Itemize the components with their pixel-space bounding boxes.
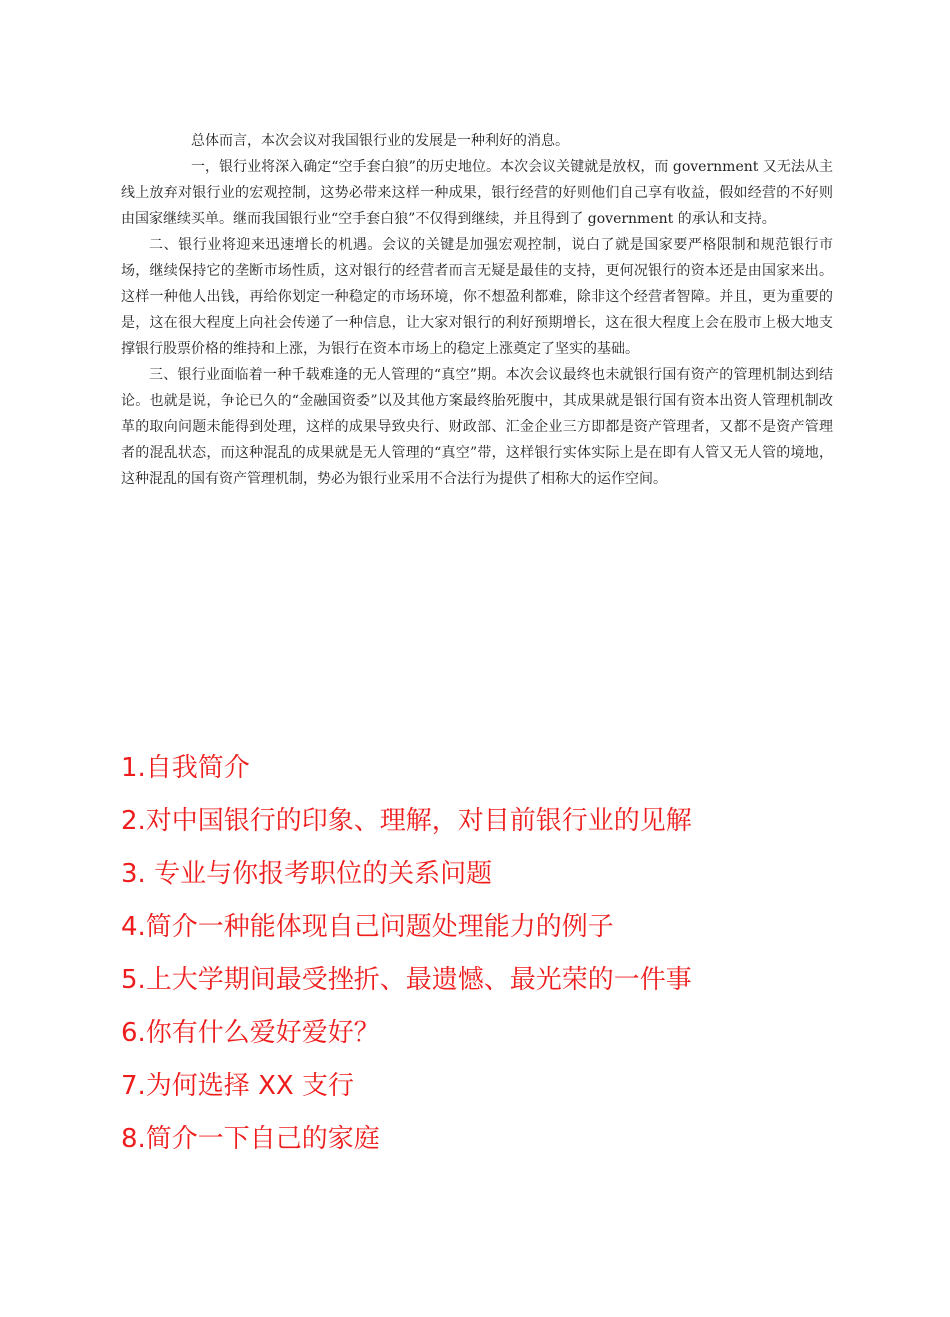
question-item: 8.简介一下自己的家庭: [121, 1124, 380, 1154]
question-item: 7.为何选择 XX 支行: [121, 1071, 354, 1101]
point-three-paragraph: 三、银行业面临着一种千载难逢的无人管理的“真空”期。本次会议最终也未就银行国有资产的管理机制达到结论。也就是说，争论已久的“金融国资委”以及其他方案最终胎死腹中，其成果就是银行国有资本出资人管理机制改革的取向问题未能得到处理，这样的成果导致央行、财政部、汇金企业三方即都是资产管理者，又都不是资产管理者的混乱状态，而这种混乱的成果就是无人管理的“真空”带，这样银行实体实际上是在即有人管又无人管的境地，这种混乱的国有资产管理机制，势必为银行业采用不合法行为提供了相称大的运作空间。: [121, 367, 833, 487]
question-item: 2.对中国银行的印象、理解，对目前银行业的见解: [121, 806, 692, 836]
point-two-paragraph: 二、银行业将迎来迅速增长的机遇。会议的关键是加强宏观控制，说白了就是国家要严格限制和规范银行市场，继续保持它的垄断市场性质，这对银行的经营者而言无疑是最佳的支持，更何况银行的资本还是由国家来出。这样一种他人出钱，再给你划定一种稳定的市场环境，你不想盈利都难，除非这个经营者智障。并且，更为重要的是，这在很大程度上向社会传递了一种信息，让大家对银行的利好预期增长，这在很大程度上会在股市上极大地支撑银行股票价格的维持和上涨，为银行在资本市场上的稳定上涨奠定了坚实的基础。: [121, 237, 833, 357]
point-one-paragraph: 一，银行业将深入确定“空手套白狼”的历史地位。本次会议关键就是放权，而 government 又无法从主线上放弃对银行业的宏观控制，这势必带来这样一种成果，银行经营的好则他们自己享有收益，假如经营的不好则由国家继续买单。继而我国银行业“空手套白狼”不仅得到继续，并且得到了 government 的承认和支持。: [121, 159, 833, 227]
question-item: 1.自我简介: [121, 753, 250, 783]
question-item: 3. 专业与你报考职位的关系问题: [121, 859, 493, 889]
interview-question-list: [121, 742, 881, 1166]
question-item: 4.简介一种能体现自己问题处理能力的例子: [121, 912, 614, 942]
question-item: 5.上大学期间最受挫折、最遗憾、最光荣的一件事: [121, 965, 692, 995]
summary-paragraph: 总体而言，本次会议对我国银行业的发展是一种利好的消息。: [191, 133, 569, 149]
question-item: 6.你有什么爱好爱好？: [121, 1018, 380, 1048]
article-body: [121, 128, 833, 492]
